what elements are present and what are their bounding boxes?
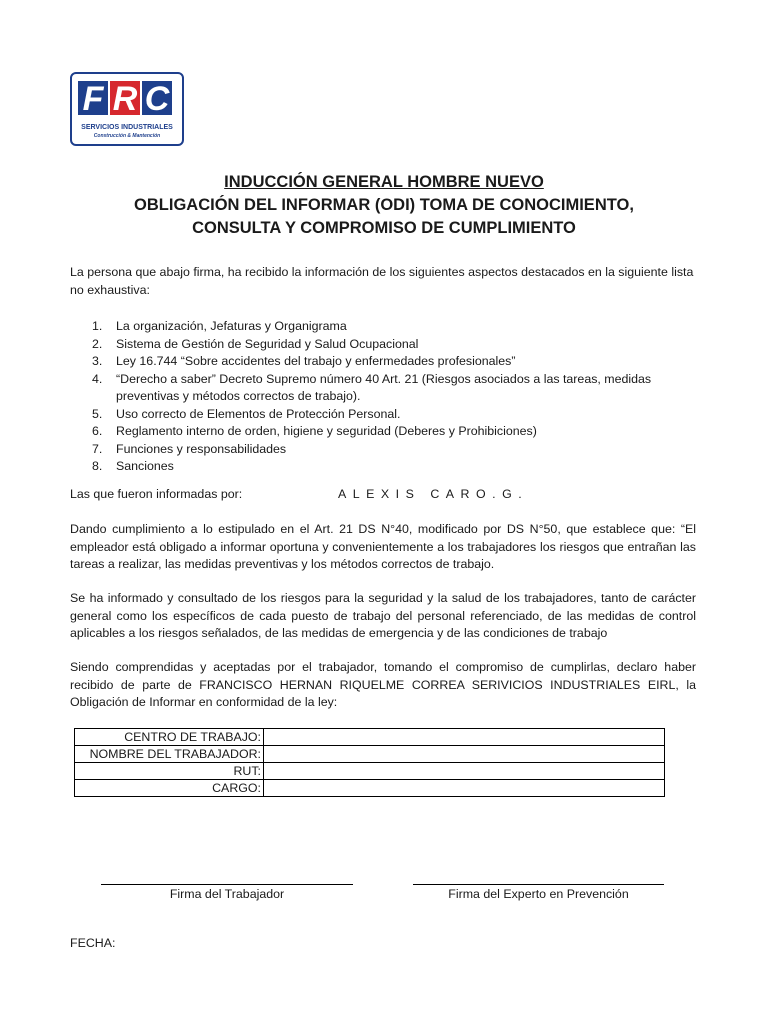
list-item-text: Sanciones [116,459,174,473]
worker-signature-line [101,884,353,885]
list-item-text: Sistema de Gestión de Seguridad y Salud Ocupacional [116,336,419,351]
list-item-number: 1. [92,319,103,333]
table-row [75,746,665,763]
consultation-paragraph: Se ha informado y consultado de los riesgos para la seguridad y la salud de los trabajadores, tanto de carácter general como los específicos de cada puesto de trabajo del personal referenciado, de las medidas de control aplicables a los riesgos señalados, de las medidas de emergencia y de las condiciones de trabajo [70,591,696,640]
informer-name: ALEXIS CARO.G. [338,487,529,501]
rut-field[interactable] [264,763,665,780]
list-item-number: 6. [92,424,103,438]
table-row [75,729,665,746]
list-item [70,458,670,476]
worker-signature-label: Firma del Trabajador [169,887,285,901]
list-item-text: Reglamento interno de orden, higiene y seguridad (Deberes y Prohibiciones) [116,424,537,438]
list-item [70,371,670,406]
list-item-number: 2. [92,336,103,351]
logo-letters [78,80,172,118]
intro-paragraph: La persona que abajo firma, ha recibido la información de los siguientes aspectos destacados en la siguiente lista no exhaustiva: [70,265,694,297]
field-label: NOMBRE DEL TRABAJADOR: [75,746,264,763]
field-label: RUT: [75,763,264,780]
document-title [60,171,708,240]
list-item-text: Ley 16.744 “Sobre accidentes del trabajo y enfermedades profesionales” [116,354,516,368]
list-item-number: 7. [92,441,103,456]
expert-signature-label: Firma del Experto en Prevención [448,887,629,901]
field-label: CENTRO DE TRABAJO: [75,729,264,746]
expert-signature-line [413,884,664,885]
list-item [70,336,670,354]
list-item-number: 4. [92,371,103,386]
table-row [75,763,665,780]
list-item-text: Uso correcto de Elementos de Protección Personal. [116,406,401,421]
list-item-text: “Derecho a saber” Decreto Supremo número 40 Art. 21 (Riesgos asociados a las tareas, medidas preventivas y métodos correctos de trabajo). [116,371,652,403]
logo-letter-f: F [78,81,108,115]
company-logo [70,72,184,146]
list-item [70,406,670,424]
worker-info-table [74,728,665,797]
list-item-text: Funciones y responsabilidades [116,441,287,456]
logo-letter-r: R [110,81,140,115]
list-item [70,441,670,459]
list-item [70,353,670,371]
informed-by-label: Las que fueron informadas por: [70,487,243,501]
worker-name-field[interactable] [264,746,665,763]
list-item-text: La organización, Jefaturas y Organigrama [116,319,347,333]
title-line-1: INDUCCIÓN GENERAL HOMBRE NUEVO [224,173,544,191]
title-line-2: OBLIGACIÓN DEL INFORMAR (ODI) TOMA DE CONOCIMIENTO, [134,196,634,214]
position-field[interactable] [264,780,665,797]
declaration-paragraph: Siendo comprendidas y aceptadas por el trabajador, tomando el compromiso de cumplirlas, declaro haber recibido de parte de FRANCISCO HERNAN RIQUELME CORREA SERIVICIOS INDUSTRIALES EIRL, la Obligación de Informar en conformidad de la ley: [70,660,696,709]
list-item-number: 5. [92,406,103,421]
topics-list [70,318,670,476]
logo-letter-c: C [142,81,172,115]
list-item-number: 3. [92,354,103,368]
title-line-3: CONSULTA Y COMPROMISO DE CUMPLIMIENTO [192,219,576,237]
list-item-number: 8. [92,459,103,473]
legal-paragraph: Dando cumplimiento a lo estipulado en el Art. 21 DS N°40, modificado por DS N°50, que establece que: “El empleador está obligado a informar oportuna y convenientemente a los trabajadores los riesgos que entrañan las tareas a realizar, las medidas preventivas y los métodos correctos de trabajo. [70,522,696,571]
informed-by-line [70,486,710,504]
date-label: FECHA: [70,936,116,950]
workplace-field[interactable] [264,729,665,746]
field-label: CARGO: [75,780,264,797]
logo-subtitle: SERVICIOS INDUSTRIALES [81,124,173,131]
list-item [70,318,670,336]
logo-tagline: Construcción & Mantención [93,133,161,139]
table-row [75,780,665,797]
list-item [70,423,670,441]
